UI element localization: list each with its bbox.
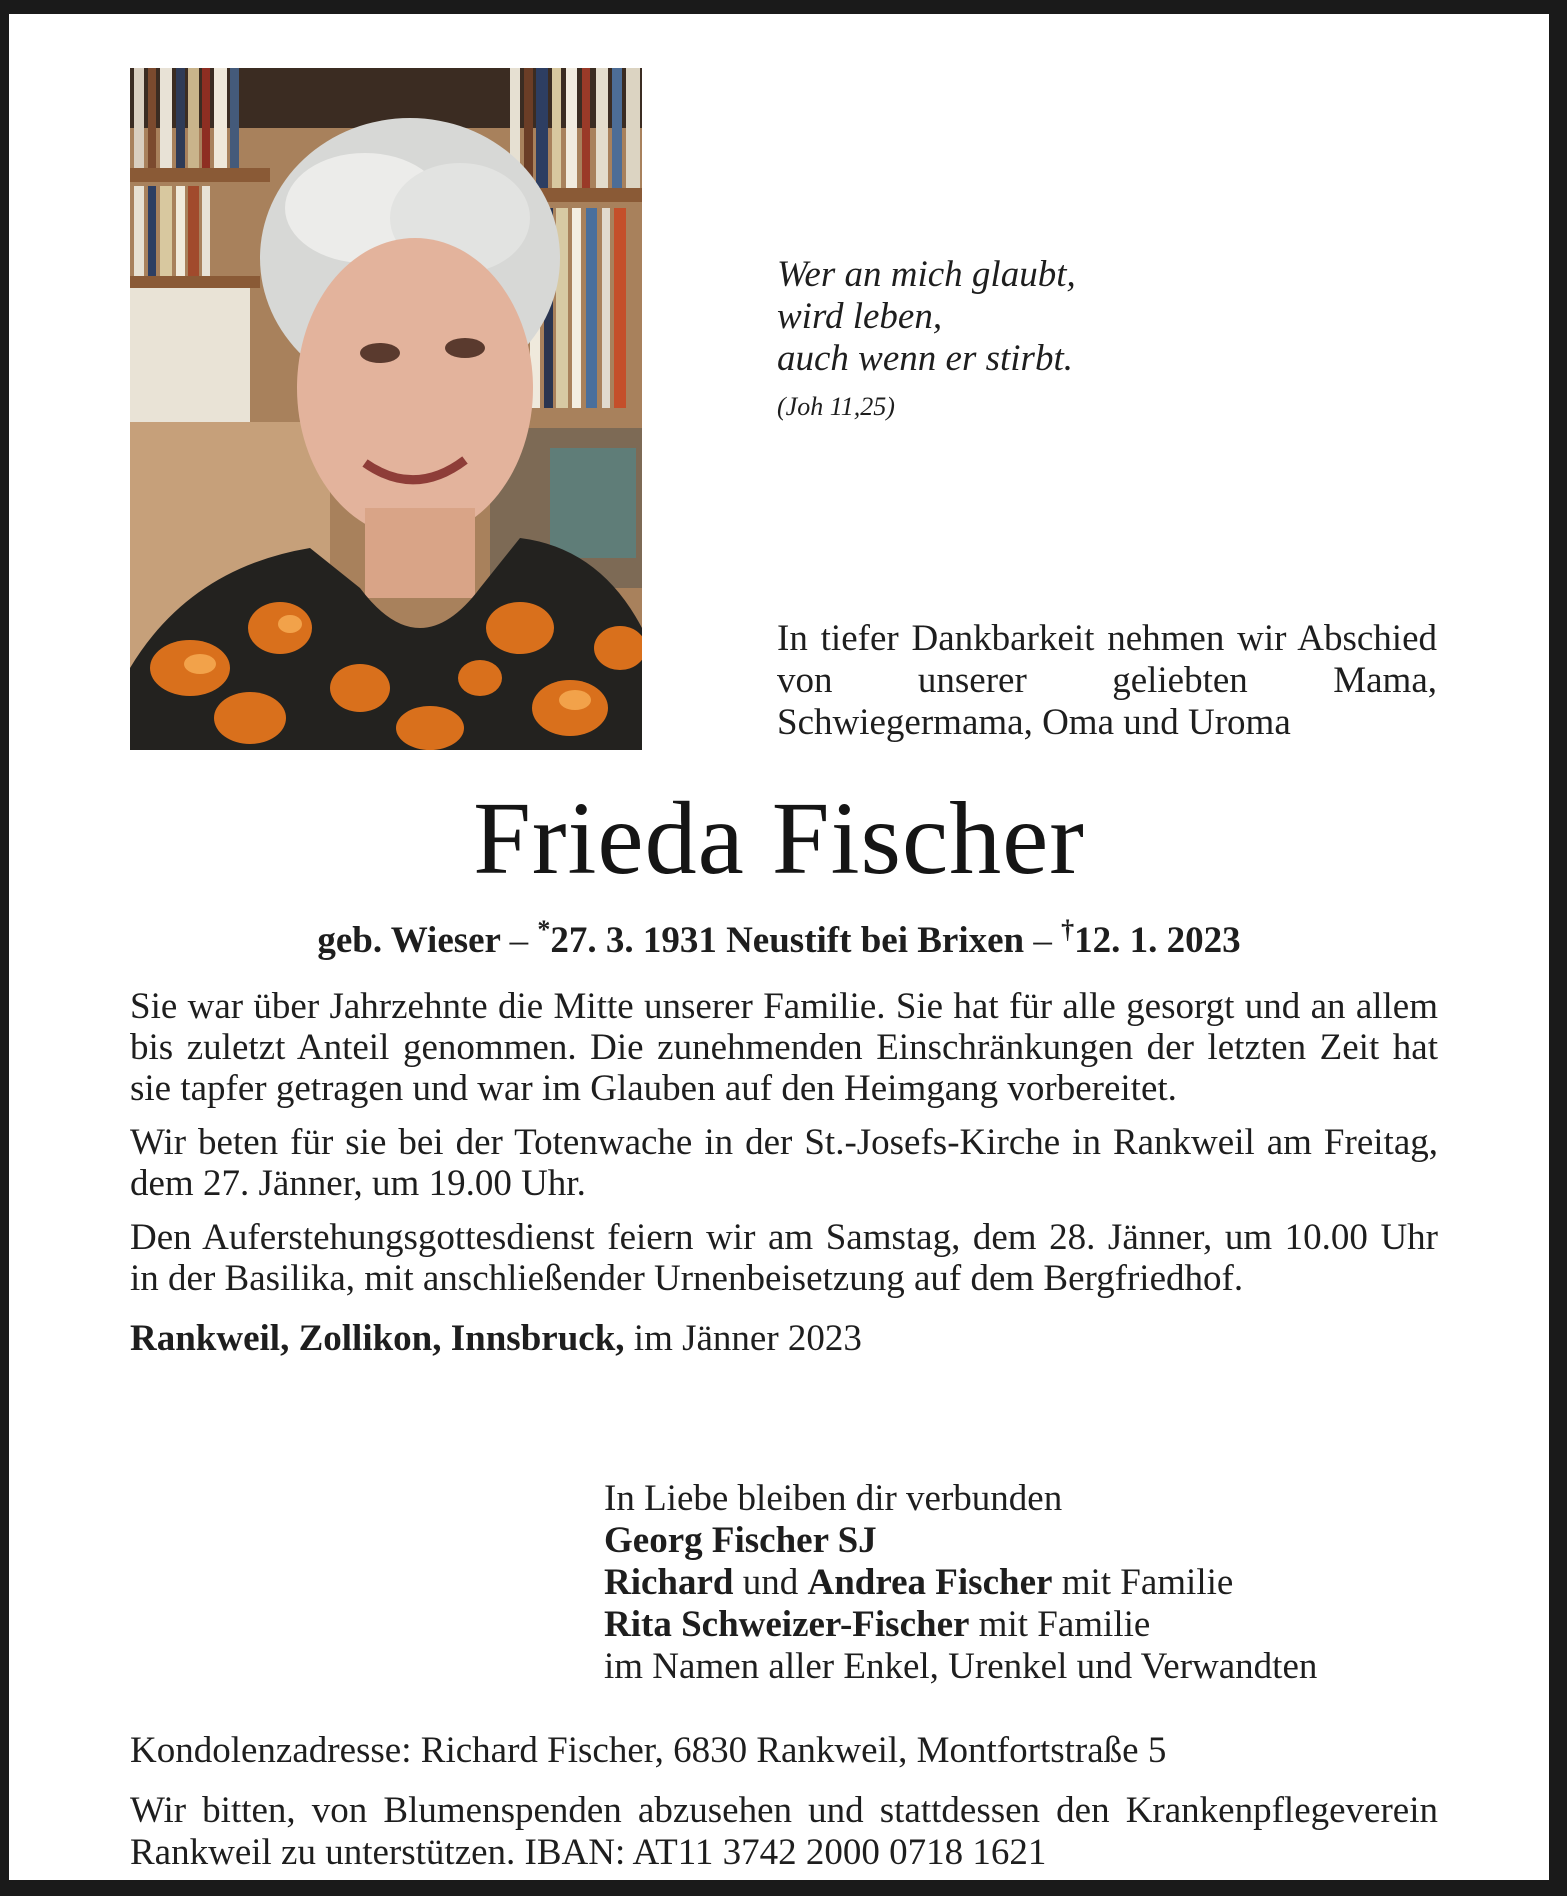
cross-icon: † <box>1061 915 1075 944</box>
obituary-body <box>130 986 1438 1361</box>
intro-text: In tiefer Dankbarkeit nehmen wir Abschied von unserer geliebten Mama, Schwiegermama, Oma und Uroma <box>777 618 1437 743</box>
mourners-closing: im Namen aller Enkel, Urenkel und Verwandten <box>604 1646 1318 1687</box>
with-family-text: mit Familie <box>978 1604 1151 1645</box>
mourners-block <box>604 1478 1444 1688</box>
paragraph-wake: Wir beten für sie bei der Totenwache in der St.-Josefs-Kirche in Rankweil am Freitag, dem 27. Jänner, um 19.00 Uhr. <box>130 1122 1438 1204</box>
with-family-text: mit Familie <box>1061 1562 1234 1603</box>
obituary-page <box>9 14 1549 1880</box>
portrait-photo <box>130 68 642 750</box>
mourner-andrea: Andrea Fischer <box>807 1562 1053 1603</box>
places: Rankweil, Zollikon, Innsbruck, <box>130 1318 625 1359</box>
mourner-rita: Rita Schweizer-Fischer <box>604 1604 970 1645</box>
deceased-name: Frieda Fischer <box>473 781 1085 896</box>
birth-name: geb. Wieser <box>317 920 501 961</box>
birth-icon: * <box>537 915 551 944</box>
dash-separator: – <box>1033 920 1052 961</box>
life-dates <box>9 906 1549 965</box>
birth-info: 27. 3. 1931 Neustift bei Brixen <box>550 920 1025 961</box>
mourner-richard: Richard <box>604 1562 734 1603</box>
paragraph-family: Sie war über Jahrzehnte die Mitte unserer Familie. Sie hat für alle gesorgt und an allem bis zuletzt Anteil genommen. Die zunehmenden Einschränkungen der letzten Zeit hat sie tapfer getragen und war im Glauben auf den Heimgang vorbereitet. <box>130 986 1438 1109</box>
quote-line-3: auch wenn er stirbt. <box>777 338 1073 379</box>
quote-reference: (Joh 11,25) <box>777 392 895 421</box>
place-date-line <box>130 1317 1438 1361</box>
date-text: im Jänner 2023 <box>633 1318 862 1359</box>
donation-note: Wir bitten, von Blumenspenden abzusehen und stattdessen den Krankenpflegeverein Rankweil zu unterstützen. IBAN: AT11 3742 2000 0718 1621 <box>130 1790 1438 1873</box>
quote-line-1: Wer an mich glaubt, <box>777 254 1076 295</box>
dash-separator: – <box>509 920 529 961</box>
paragraph-funeral: Den Auferstehungsgottesdienst feiern wir am Samstag, dem 28. Jänner, um 10.00 Uhr in der Basilika, mit anschließender Urnenbeisetzung auf dem Bergfriedhof. <box>130 1217 1438 1299</box>
condolence-address: Kondolenzadresse: Richard Fischer, 6830 Rankweil, Montfortstraße 5 <box>130 1730 1167 1771</box>
death-date: 12. 1. 2023 <box>1074 920 1241 961</box>
bible-quote <box>777 254 1197 424</box>
mourners-intro: In Liebe bleiben dir verbunden <box>604 1478 1063 1519</box>
and-text: und <box>742 1562 799 1603</box>
mourner-georg: Georg Fischer SJ <box>604 1520 877 1561</box>
quote-line-2: wird leben, <box>777 296 943 337</box>
portrait-image <box>130 68 642 750</box>
